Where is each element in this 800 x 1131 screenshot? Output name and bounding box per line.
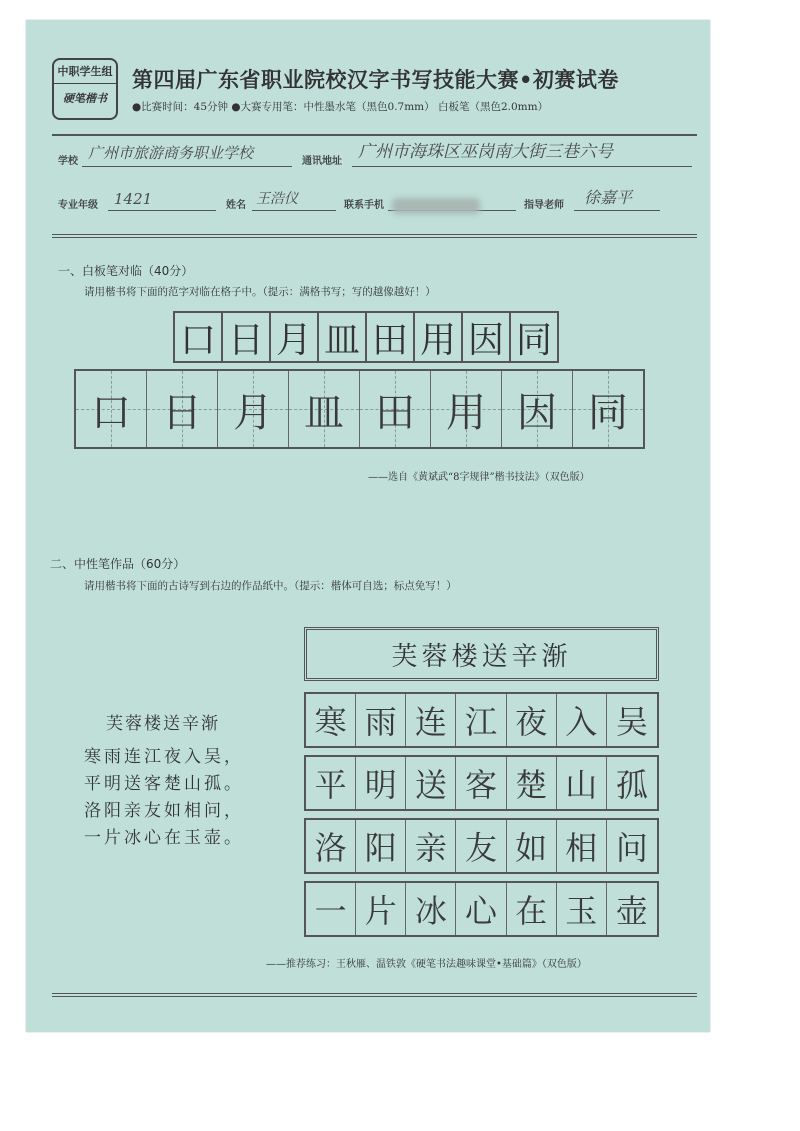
practice-char: 月 [233,389,273,436]
work-cell[interactable]: 亲 [406,820,456,872]
practice-char: 用 [446,389,486,436]
work-cell[interactable]: 入 [557,694,607,746]
work-cell[interactable]: 冰 [406,883,456,935]
poem-title: 芙蓉楼送辛渐 [106,714,220,734]
work-cell[interactable]: 一 [306,883,356,935]
school-label: 学校 [58,156,78,167]
work-grid-row-2 [304,755,659,811]
address-underline [352,166,692,167]
practice-cell[interactable] [289,371,360,447]
practice-char: 口 [91,389,131,436]
school-value[interactable]: 广州市旅游商务职业学校 [88,144,254,162]
grade-label: 专业年级 [58,200,98,211]
practice-cell[interactable] [360,371,431,447]
practice-char: 因 [517,389,557,436]
work-cell[interactable]: 友 [456,820,506,872]
teacher-label: 指导老师 [524,200,564,211]
practice-cell[interactable] [218,371,289,447]
model-char: 口 [173,311,223,363]
work-cell[interactable]: 片 [356,883,406,935]
phone-value-redacted [392,198,480,214]
work-cell[interactable]: 雨 [356,694,406,746]
teacher-underline [574,210,660,211]
section2-instructions: 请用楷书将下面的古诗写到右边的作品纸中。（提示：楷体可自选；标点免写！） [84,580,457,592]
work-cell[interactable]: 明 [356,757,406,809]
work-cell[interactable]: 问 [615,829,648,867]
grade-underline [108,210,216,211]
model-char: 用 [413,311,463,363]
poem-line: 平明送客楚山孤。 [84,774,244,794]
work-grid-row-3 [304,818,659,874]
group-badge [52,58,118,120]
work-cell[interactable]: 在 [507,883,557,935]
name-underline [252,210,336,211]
model-char: 日 [221,311,271,363]
model-char: 月 [269,311,319,363]
grade-value[interactable]: 1421 [114,190,153,208]
work-grid-row-4 [304,881,659,937]
section1-heading: 一、白板笔对临（40分） [58,264,194,278]
section2-heading: 二、中性笔作品（60分） [50,557,186,571]
model-char: 因 [461,311,511,363]
badge-style-label: 硬笔楷书 [63,92,107,105]
work-cell[interactable]: 玉 [557,883,607,935]
badge-group-label: 中职学生组 [54,60,116,84]
practice-cell[interactable] [573,371,643,447]
poem-line: 一片冰心在玉壶。 [84,828,244,848]
practice-cell[interactable] [502,371,573,447]
address-label: 通讯地址 [302,156,342,167]
page-title: 第四届广东省职业院校汉字书写技能大赛•初赛试卷 [132,68,619,92]
practice-char: 日 [162,389,202,436]
footer-divider [52,993,697,997]
form-divider [52,234,697,238]
header-divider [52,134,697,136]
practice-grid-row [74,369,645,449]
work-cell[interactable]: 阳 [356,820,406,872]
work-cell[interactable]: 楚 [507,757,557,809]
work-cell[interactable]: 客 [456,757,506,809]
section1-credit: ——选自《黄斌武“8字规律”楷书技法》（双色版） [368,472,590,483]
work-cell[interactable]: 平 [306,757,356,809]
poem-line: 洛阳亲友如相问， [84,801,244,821]
name-value[interactable]: 王浩仪 [256,191,298,207]
model-char: 同 [509,311,559,363]
model-characters-row [173,311,557,363]
work-cell[interactable]: 吴 [615,703,648,741]
model-char: 皿 [317,311,367,363]
practice-char: 田 [375,389,415,436]
address-value[interactable]: 广州市海珠区巫岗南大街三巷六号 [358,142,613,162]
work-cell[interactable]: 连 [406,694,456,746]
exam-rules: ●比赛时间：45分钟 ●大赛专用笔：中性墨水笔（黑色0.7mm） 白板笔（黑色2.0mm） [132,101,549,113]
work-cell[interactable]: 送 [406,757,456,809]
phone-label: 联系手机 [344,200,384,211]
work-cell[interactable]: 夜 [507,694,557,746]
work-cell[interactable]: 山 [557,757,607,809]
work-title[interactable]: 芙蓉楼送辛渐 [304,627,659,681]
poem-line: 寒雨连江夜入吴， [84,747,244,767]
practice-cell[interactable] [76,371,147,447]
section2-credit: ——推荐练习：王秋雁、温铁敦《硬笔书法趣味课堂•基础篇》（双色版） [266,959,587,970]
teacher-value[interactable]: 徐嘉平 [584,188,633,207]
work-cell[interactable]: 孤 [615,766,648,804]
work-cell[interactable]: 相 [557,820,607,872]
work-cell[interactable]: 江 [456,694,506,746]
section1-instructions: 请用楷书将下面的范字对临在格子中。（提示：满格书写；写的越像越好！） [84,286,436,298]
school-underline [82,166,292,167]
practice-cell[interactable] [147,371,218,447]
work-cell[interactable]: 洛 [306,820,356,872]
practice-char: 同 [588,389,628,436]
work-cell[interactable]: 心 [456,883,506,935]
work-cell[interactable]: 寒 [306,694,356,746]
name-label: 姓名 [226,200,246,211]
practice-cell[interactable] [431,371,502,447]
work-cell[interactable]: 壶 [615,892,648,930]
practice-char: 皿 [304,389,344,436]
work-grid-row-1 [304,692,659,748]
work-cell[interactable]: 如 [507,820,557,872]
model-char: 田 [365,311,415,363]
